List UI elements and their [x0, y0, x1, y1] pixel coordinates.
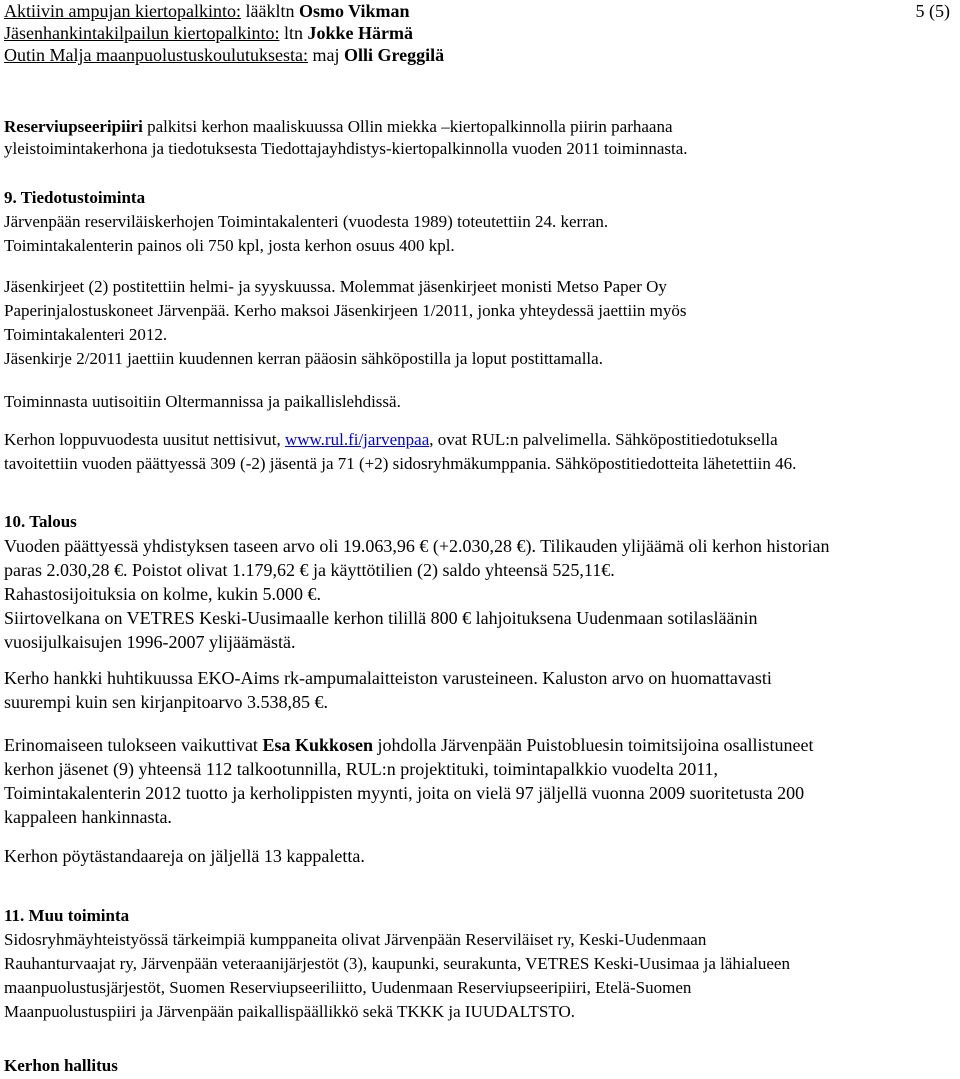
s11-line: Maanpuolustuspiiri ja Järvenpään paikallispäällikkö sekä TKKK ja IUUDALTSTO.: [4, 1002, 575, 1021]
section-10-p4: Kerhon pöytästandaareja on jäljellä 13 kappaletta.: [4, 846, 365, 866]
page-number: 5 (5): [915, 1, 950, 21]
section-11-p1: [4, 928, 956, 1024]
s9-p2-line: Jäsenkirjeet (2) postitettiin helmi- ja syyskuussa. Molemmat jäsenkirjeet monisti Metso Paper Oy: [4, 277, 667, 296]
section-9-p1: [4, 210, 956, 258]
section-10-p1: [4, 534, 956, 654]
s10-p3-line: Toimintakalenterin 2012 tuotto ja kerholippisten myynti, joita on vielä 97 jäljellä vuonna 2009 suoritetusta 200: [4, 783, 805, 803]
awards-list: [4, 0, 956, 66]
s9-p1-line: Toimintakalenterin painos oli 750 kpl, josta kerhon osuus 400 kpl.: [4, 236, 455, 255]
s10-p3-line: kappaleen hankinnasta.: [4, 807, 172, 827]
s9-p2-line: Paperinjalostuskoneet Järvenpää. Kerho maksoi Jäsenkirjeen 1/2011, jonka yhteydessä jaettiin myös: [4, 301, 687, 320]
s9-p4-post: , ovat RUL:n palvelimella. Sähköpostitiedotuksella: [429, 430, 778, 449]
s11-line: maanpuolustusjärjestöt, Suomen Reserviupseeriliitto, Uudenmaan Reserviupseeripiiri, Etelä-Suomen: [4, 978, 692, 997]
award-rank: maj: [312, 45, 340, 65]
s10-p1-line: vuosijulkaisujen 1996-2007 ylijäämästä.: [4, 632, 296, 652]
award-rank: ltn: [283, 23, 303, 43]
reservi-bold: Reserviupseeripiiri: [4, 117, 143, 136]
s10-p3-post: johdolla Järvenpään Puistobluesin toimitsijoina osallistuneet: [373, 735, 814, 755]
s10-p2-line: Kerho hankki huhtikuussa EKO-Aims rk-ampumalaitteiston varusteineen. Kaluston arvo on huomattavasti: [4, 668, 772, 688]
award-label: Jäsenhankintakilpailun kiertopalkinto:: [4, 23, 280, 43]
section-9-p2: [4, 275, 956, 371]
section-9-p4: [4, 428, 956, 476]
s9-p4-line2: tavoitettiin vuoden päättyessä 309 (-2) jäsentä ja 71 (+2) sidosryhmäkumppania. Sähköpostitiedotteita lähetettiin 46.: [4, 454, 797, 473]
award-recipient: Olli Greggilä: [343, 45, 445, 65]
s11-line: Sidosryhmäyhteistyössä tärkeimpiä kumppaneita olivat Järvenpään Reserviläiset ry, Keski-Uudenmaan: [4, 930, 707, 949]
s9-p4-pre: Kerhon loppuvuodesta uusitut nettisivut,: [4, 430, 285, 449]
award-line: [4, 0, 956, 22]
s10-p3-line: kerhon jäsenet (9) yhteensä 112 talkootunnilla, RUL:n projektituki, toimintapalkkio vuodelta 2011,: [4, 759, 719, 779]
section-10-p2: [4, 666, 956, 714]
final-heading: Kerhon hallitus: [4, 1056, 118, 1075]
section-11-title: 11. Muu toiminta: [4, 906, 130, 925]
reservi-line1: palkitsi kerhon maaliskuussa Ollin miekka –kiertopalkinnolla piirin parhaana: [142, 117, 673, 136]
section-9-p3: Toiminnasta uutisoitiin Oltermannissa ja paikallislehdissä.: [4, 392, 401, 411]
s9-p1-line: Järvenpään reserviläiskerhojen Toimintakalenteri (vuodesta 1989) toteutettiin 24. kerran.: [4, 212, 609, 231]
s10-p1-line: Rahastosijoituksia on kolme, kukin 5.000 €.: [4, 584, 321, 604]
s10-p1-line: Siirtovelkana on VETRES Keski-Uusimaalle kerhon tilillä 800 € lahjoituksena Uudenmaan sotilasläänin: [4, 608, 758, 628]
s10-p3-bold: Esa Kukkosen: [262, 735, 373, 755]
website-link[interactable]: www.rul.fi/jarvenpaa: [284, 430, 430, 449]
s10-p1-line: Vuoden päättyessä yhdistyksen taseen arvo oli 19.063,96 € (+2.030,28 €). Tilikauden ylijäämä oli kerhon historian: [4, 536, 830, 556]
award-line: [4, 22, 956, 44]
award-label: Aktiivin ampujan kiertopalkinto:: [4, 1, 241, 21]
award-line: [4, 44, 956, 66]
section-10-p3: [4, 733, 956, 829]
award-recipient: Jokke Härmä: [307, 23, 413, 43]
section-9-title: 9. Tiedotustoiminta: [4, 188, 146, 207]
s11-line: Rauhanturvaajat ry, Järvenpään veteraanijärjestöt (3), kaupunki, seurakunta, VETRES Keski-Uusimaa ja lähialueen: [4, 954, 790, 973]
section-10-title: 10. Talous: [4, 512, 77, 531]
s9-p2-line: Toimintakalenteri 2012.: [4, 325, 168, 344]
s10-p1-line: paras 2.030,28 €. Poistot olivat 1.179,62 € ja käyttötilien (2) saldo yhteensä 525,11€.: [4, 560, 615, 580]
award-rank: lääkltn: [245, 1, 295, 21]
s9-p2-line: Jäsenkirje 2/2011 jaettiin kuudennen kerran pääosin sähköpostilla ja loput postittamalla.: [4, 349, 603, 368]
reservi-line2: yleistoimintakerhona ja tiedotuksesta Tiedottajayhdistys-kiertopalkinnolla vuoden 2011 toiminnasta.: [4, 139, 688, 158]
award-label: Outin Malja maanpuolustuskoulutuksesta:: [4, 45, 308, 65]
s10-p2-line: suurempi kuin sen kirjanpitoarvo 3.538,85 €.: [4, 692, 328, 712]
award-recipient: Osmo Vikman: [298, 1, 410, 21]
reservi-paragraph: [4, 116, 956, 160]
s10-p3-pre: Erinomaiseen tulokseen vaikuttivat: [4, 735, 263, 755]
